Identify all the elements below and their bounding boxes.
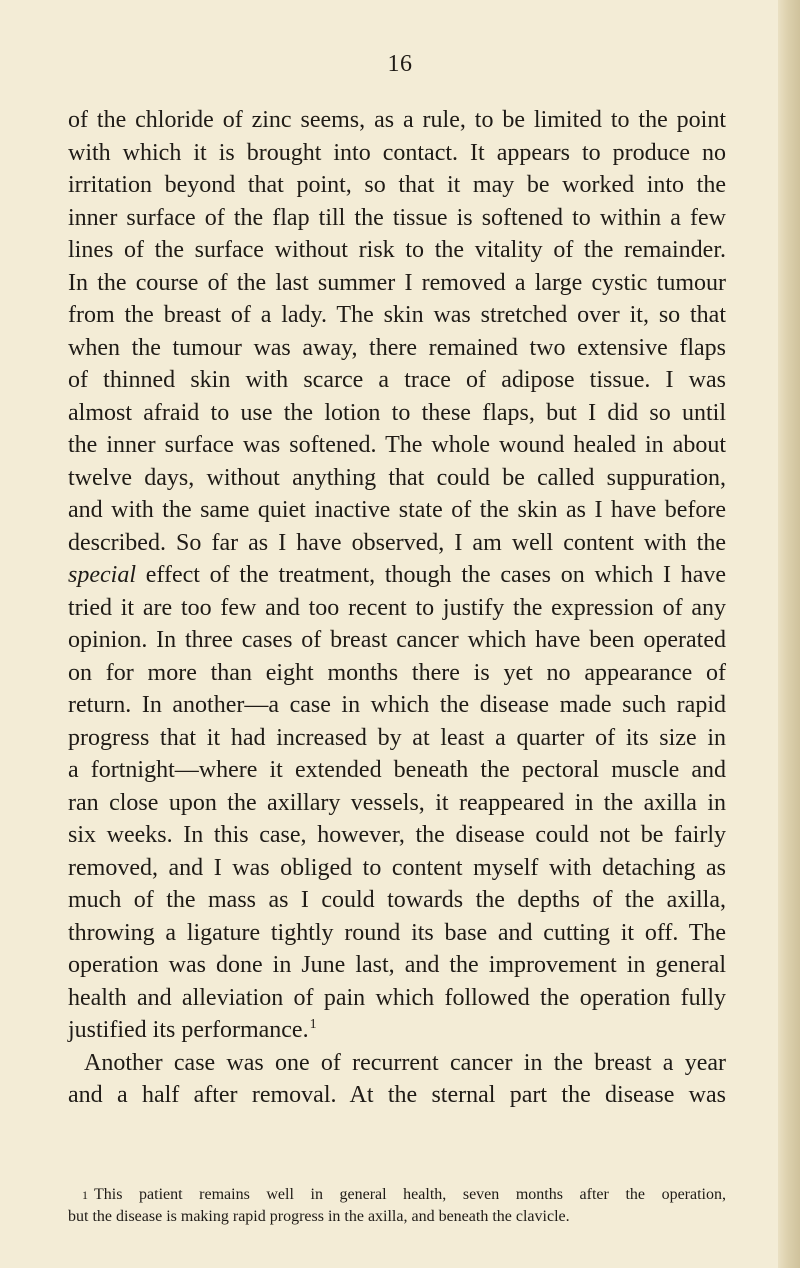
text-line: with which it is brought into contact. It appears to produce no (68, 139, 726, 166)
text-line: removed, and I was obliged to content myself with detaching as (68, 854, 726, 881)
text-line: In the course of the last summer I removed a large cystic tumour (68, 269, 726, 296)
footnote-text: This patient remains well in general health, seven months after the operation, (94, 1186, 726, 1203)
text-line: throwing a ligature tightly round its base and cutting it off. The (68, 919, 726, 946)
text-line: health and alleviation of pain which followed the operation fully (68, 984, 726, 1011)
footnote-marker: 1 (82, 1188, 88, 1202)
text-line: almost afraid to use the lotion to these flaps, but I did so until (68, 399, 726, 426)
footnote-reference: 1 (309, 1017, 317, 1032)
text-line: of thinned skin with scarce a trace of adipose tissue. I was (68, 367, 726, 393)
text-line-with-footnote-ref (68, 1014, 726, 1047)
text-line: tried it are too few and too recent to justify the expression of any (68, 594, 726, 621)
text-line: and with the same quiet inactive state of the skin as I have before (68, 497, 726, 523)
footnote (68, 1184, 726, 1228)
text-line: operation was done in June last, and the improvement in general (68, 952, 726, 978)
text-line: progress that it had increased by at least a quarter of its size in (68, 724, 726, 751)
text-line: ran close upon the axillary vessels, it reappeared in the axilla in (68, 789, 726, 816)
text-line: twelve days, without anything that could be called suppuration, (68, 464, 726, 491)
footnote-line (68, 1184, 726, 1206)
text-line: and a half after removal. At the sternal part the disease was (68, 1082, 726, 1108)
text-line: inner surface of the flap till the tissue is softened to within a few (68, 204, 726, 231)
text-line: a fortnight—where it extended beneath the pectoral muscle and (68, 757, 726, 783)
text-line: much of the mass as I could towards the depths of the axilla, (68, 887, 726, 913)
text-line: when the tumour was away, there remained two extensive flaps (68, 334, 726, 361)
text-line-remainder: effect of the treatment, though the cases on which I have (145, 562, 727, 588)
text-line: return. In another—a case in which the disease made such rapid (68, 692, 726, 718)
text-line: opinion. In three cases of breast cancer which have been operated (68, 627, 726, 653)
text-line: six weeks. In this case, however, the disease could not be fairly (68, 822, 726, 848)
text-line: described. So far as I have observed, I am well content with the (68, 529, 726, 556)
text-line: from the breast of a lady. The skin was stretched over it, so that (68, 302, 726, 328)
emphasized-word: special (68, 562, 136, 588)
text-line-with-emphasis (68, 559, 726, 592)
text-line: irritation beyond that point, so that it may be worked into the (68, 172, 726, 198)
body-text (68, 104, 726, 1112)
page-number: 16 (387, 51, 413, 77)
text-line: the inner surface was softened. The whole wound healed in about (68, 432, 726, 458)
text-line: lines of the surface without risk to the vitality of the remainder. (68, 237, 726, 263)
text-line: of the chloride of zinc seems, as a rule, to be limited to the point (68, 107, 726, 133)
footnote-line: but the disease is making rapid progress in the axilla, and beneath the clavicle. (68, 1208, 570, 1225)
text-line: Another case was one of recurrent cancer in the breast a year (84, 1049, 726, 1076)
page-edge-shadow (778, 0, 800, 1268)
text-line: on for more than eight months there is yet no appearance of (68, 659, 726, 686)
text-line-content: justified its performance. (68, 1017, 309, 1043)
